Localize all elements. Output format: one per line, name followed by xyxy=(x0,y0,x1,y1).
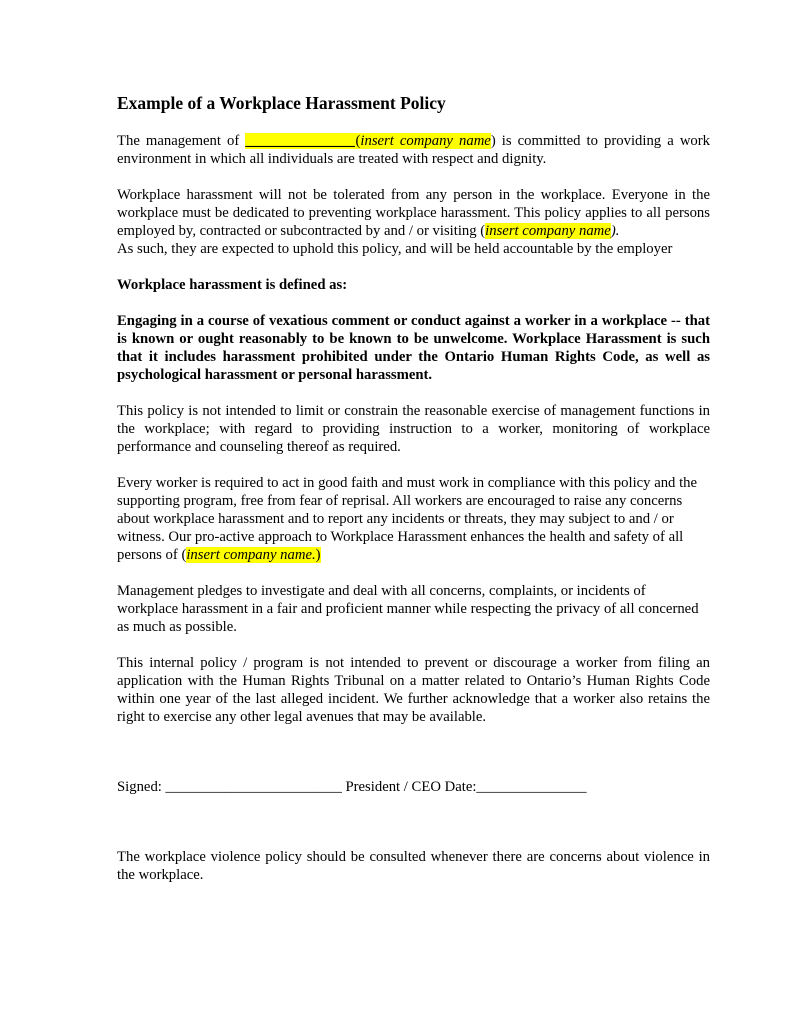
text: Workplace harassment will not be tolerated from any person in the workplace. Everyone in the workplace must be dedicated to preventing workplace harassment. This policy applies to all persons employed by, contracted or subcontracted by and / or visiting ( xyxy=(117,187,710,239)
company-name-placeholder: insert company name. xyxy=(186,547,316,563)
definition-paragraph: Engaging in a course of vexatious comment or conduct against a worker in a workplace -- that is known or ought reasonably to be known to be unwelcome. Workplace Harassment is such that it includes harassment prohibited under the Ontario Human Rights Code, as well as psychological harassment or personal harassment. xyxy=(117,313,710,383)
legal-rights-paragraph: This internal policy / program is not intended to prevent or discourage a worker from filing an application with the Human Rights Tribunal on a matter related to Ontario’s Human Rights Code within one year of the last alleged incident. We further acknowledge that a worker also retains the right to exercise any other legal avenues that may be available. xyxy=(117,655,710,725)
text: ). xyxy=(610,223,620,239)
text: As such, they are expected to uphold this policy, and will be held accountable by the employer xyxy=(117,241,673,257)
company-name-blank: _______________ xyxy=(245,133,356,149)
text: ) is committed to providing a work environment in which all individuals are treated with respect and dignity. xyxy=(117,133,711,167)
signature-line: Signed: ________________________ President / CEO Date:_______________ xyxy=(117,779,587,795)
definition-heading: Workplace harassment is defined as: xyxy=(117,277,348,293)
management-pledge-paragraph: Management pledges to investigate and deal with all concerns, complaints, or incidents of workplace harassment in a fair and proficient manner while respecting the privacy of all concerned as much as possible. xyxy=(117,583,699,635)
intro-paragraph xyxy=(117,132,710,168)
text: ) xyxy=(315,547,321,563)
scope-text xyxy=(117,186,710,240)
text: Every worker is required to act in good faith and must work in compliance with this policy and the supporting program, free from fear of reprisal. All workers are encouraged to raise any concerns about workplace harassment and to report any incidents or threats, they may subject to and / or witness. Our pro-active approach to Workplace Harassment enhances the health and safety of all persons of ( xyxy=(117,475,698,563)
worker-obligations-paragraph xyxy=(117,474,710,564)
text: ( xyxy=(355,133,361,149)
management-rights-paragraph: This policy is not intended to limit or constrain the reasonable exercise of management functions in the workplace; with regard to providing instruction to a worker, monitoring of workplace performance and counseling thereof as required. xyxy=(117,403,710,455)
scope-paragraph xyxy=(117,186,710,258)
violence-policy-note: The workplace violence policy should be consulted whenever there are concerns about violence in the workplace. xyxy=(117,849,710,883)
page-title: Example of a Workplace Harassment Policy xyxy=(117,93,446,113)
company-name-placeholder: insert company name xyxy=(360,133,491,149)
document-page xyxy=(117,92,710,902)
company-name-placeholder: insert company name xyxy=(485,223,611,239)
text: The management of xyxy=(117,133,246,149)
